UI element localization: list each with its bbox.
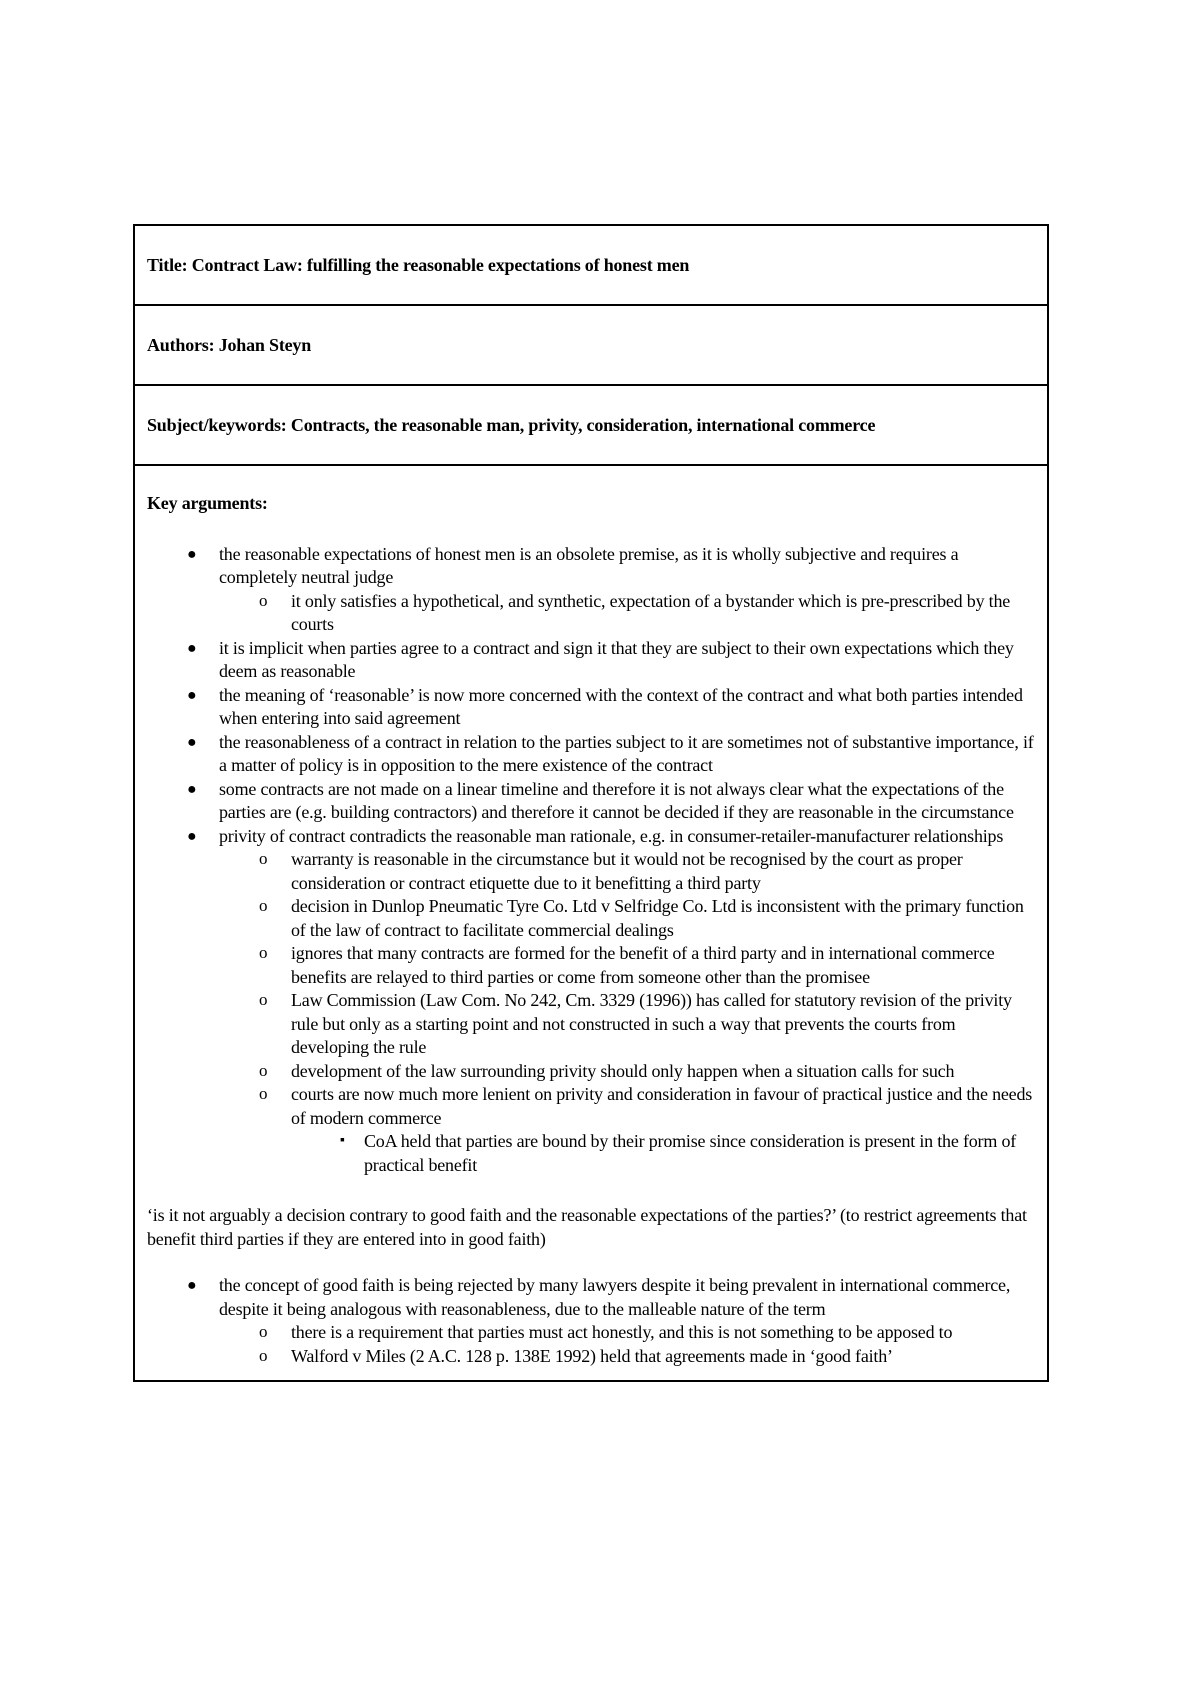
keywords-field: Subject/keywords: Contracts, the reasonable man, privity, consideration, international commerce xyxy=(147,414,876,435)
sub-list-item xyxy=(147,989,1035,1060)
sub-list-item-text: development of the law surrounding privity should only happen when a situation calls for such xyxy=(291,1060,955,1081)
list-item-text: the reasonableness of a contract in relation to the parties subject to it are sometimes not of substantive importance, if a matter of policy is in opposition to the mere existence of the contract xyxy=(219,731,1034,775)
circle-bullet-icon: o xyxy=(259,896,268,915)
sub-list-item xyxy=(147,942,1035,989)
bullet-icon: ● xyxy=(187,733,197,751)
sub-list-item xyxy=(147,895,1035,942)
circle-bullet-icon: o xyxy=(259,990,268,1009)
list-item-text: the concept of good faith is being rejected by many lawyers despite it being prevalent in international commerce, despite it being analogous with reasonableness, due to the malleable nature of the term xyxy=(219,1275,1011,1319)
sub-list-item xyxy=(147,1345,1035,1369)
sub-list-item-text: courts are now much more lenient on privity and consideration in favour of practical justice and the needs of modern commerce xyxy=(291,1084,1033,1128)
sub-list-item-text: decision in Dunlop Pneumatic Tyre Co. Ltd v Selfridge Co. Ltd is inconsistent with the primary function of the law of contract to facilitate commercial dealings xyxy=(291,896,1024,940)
sub-list-item xyxy=(147,1321,1035,1345)
authors-row xyxy=(135,306,1047,386)
sub-list-item-text: ignores that many contracts are formed for the benefit of a third party and in international commerce benefits are relayed to third parties or come from someone other than the promisee xyxy=(291,943,995,987)
sub-sub-list-item-text: CoA held that parties are bound by their promise since consideration is present in the form of practical benefit xyxy=(364,1131,1017,1175)
circle-bullet-icon: o xyxy=(259,590,268,610)
list-item-text: the meaning of ‘reasonable’ is now more concerned with the context of the contract and what both parties intended when entering into said agreement xyxy=(219,684,1023,728)
circle-bullet-icon: o xyxy=(259,1084,268,1103)
square-bullet-icon: ▪ xyxy=(340,1133,345,1148)
list-item xyxy=(147,778,1035,825)
bullet-icon: ● xyxy=(187,545,197,563)
sub-list-item xyxy=(147,590,1035,637)
good-faith-list xyxy=(147,1274,1035,1368)
key-arguments-list xyxy=(147,543,1035,1178)
title-row xyxy=(135,226,1047,306)
sub-list-item xyxy=(147,1083,1035,1130)
circle-bullet-icon: o xyxy=(259,943,268,962)
title-field: Title: Contract Law: fulfilling the reasonable expectations of honest men xyxy=(147,254,690,275)
quote-paragraph: ‘is it not arguably a decision contrary to good faith and the reasonable expectations of the parties?’ (to restrict agreements that benefit third parties if they are entered into in good faith) xyxy=(147,1205,1027,1249)
list-item xyxy=(147,1274,1035,1321)
sub-list-item-text: there is a requirement that parties must act honestly, and this is not something to be apposed to xyxy=(291,1322,953,1342)
circle-bullet-icon: o xyxy=(259,849,268,868)
bullet-icon: ● xyxy=(187,780,197,798)
list-item xyxy=(147,731,1035,778)
sub-list-item xyxy=(147,848,1035,895)
sub-list-item xyxy=(147,1060,1035,1084)
sub-list-item-text: warranty is reasonable in the circumstance but it would not be recognised by the court as proper consideration or contract etiquette due to it benefitting a third party xyxy=(291,849,963,893)
keywords-row xyxy=(135,386,1047,466)
bullet-icon: ● xyxy=(187,1277,197,1294)
bullet-icon: ● xyxy=(187,639,197,657)
list-item xyxy=(147,684,1035,731)
list-item-text: it is implicit when parties agree to a contract and sign it that they are subject to their own expectations which they deem as reasonable xyxy=(219,637,1014,681)
circle-bullet-icon: o xyxy=(259,1345,268,1365)
sub-list-item-text: it only satisfies a hypothetical, and synthetic, expectation of a bystander which is pre-prescribed by the courts xyxy=(291,590,1011,634)
bullet-icon: ● xyxy=(187,827,197,845)
bullet-icon: ● xyxy=(187,686,197,704)
list-item-text: the reasonable expectations of honest men is an obsolete premise, as it is wholly subjective and requires a completely neutral judge xyxy=(219,543,959,587)
list-item xyxy=(147,543,1035,590)
list-item xyxy=(147,825,1035,849)
list-item-text: privity of contract contradicts the reasonable man rationale, e.g. in consumer-retailer-manufacturer relationships xyxy=(219,825,1004,846)
key-arguments-heading: Key arguments: xyxy=(147,493,268,513)
case-note-table xyxy=(133,224,1049,1382)
circle-bullet-icon: o xyxy=(259,1322,268,1341)
key-arguments-cell xyxy=(135,466,1047,1380)
sub-list-item-text: Law Commission (Law Com. No 242, Cm. 3329 (1996)) has called for statutory revision of the privity rule but only as a starting point and not constructed in such a way that prevents the courts from developing the rule xyxy=(291,990,1012,1057)
circle-bullet-icon: o xyxy=(259,1060,268,1080)
list-item xyxy=(147,637,1035,684)
list-item-text: some contracts are not made on a linear timeline and therefore it is not always clear what the expectations of the parties are (e.g. building contractors) and therefore it cannot be decided if they are reasonable in the circumstance xyxy=(219,778,1014,822)
sub-list-item-text: Walford v Miles (2 A.C. 128 p. 138E 1992) held that agreements made in ‘good faith’ xyxy=(291,1345,893,1366)
sub-sub-list-item xyxy=(147,1130,1035,1177)
authors-field: Authors: Johan Steyn xyxy=(147,334,312,355)
